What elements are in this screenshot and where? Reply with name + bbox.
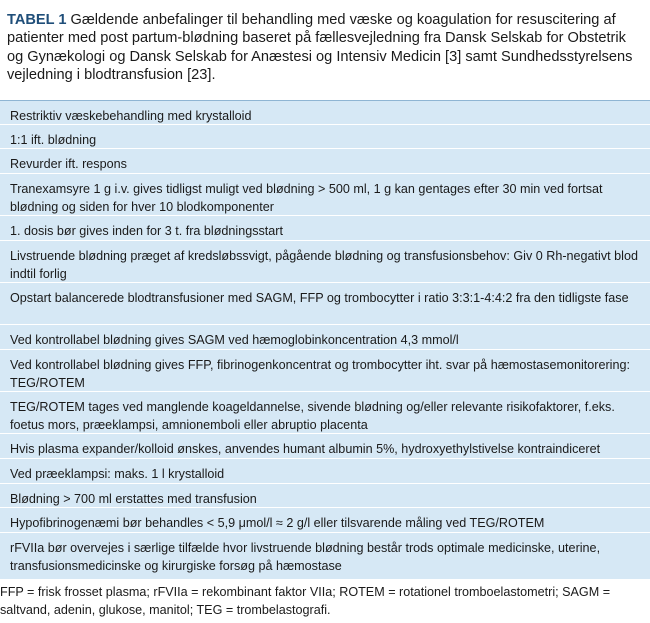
table-row [0,508,650,533]
table-cell: Ved kontrollabel blødning gives SAGM ved hæmoglobinkoncentration 4,3 mmol/l [10,333,459,347]
table-cell: TEG/ROTEM tages ved manglende koageldannelse, sivende blødning og/eller relevante risikofaktorer, f.eks. foetus mors, præeklampsi, amnionemboli eller abruptio placenta [10,400,615,432]
table-cell: rFVIIa bør overvejes i særlige tilfælde hvor livstruende blødning består trods optimale medicinske, uterine, transfusionsmedicinske og kirurgiske forsøg på hæmostase [10,541,601,573]
table-caption [7,11,637,85]
table-cell: Ved kontrollabel blødning gives FFP, fibrinogenkoncentrat og trombocytter iht. svar på hæmostasemonitorering: TEG/ROTEM [10,358,630,390]
table-cell: Hypofibrinogenæmi bør behandles < 5,9 μmol/l ≈ 2 g/l eller tilsvarende måling ved TEG/ROTEM [10,516,545,530]
table-cell: Revurder ift. respons [10,157,127,171]
table-cell: Opstart balancerede blodtransfusioner med SAGM, FFP og trombocytter i ratio 3:3:1-4:4:2 fra den tidligste fase [10,291,629,305]
table-footnote: FFP = frisk frosset plasma; rFVIIa = rekombinant faktor VIIa; ROTEM = rotationel tromboelastometri; SAGM = saltvand, adenin, glukose, manitol; TEG = trombelastografi. [0,585,611,617]
table-row [0,283,650,325]
table-row [0,533,650,579]
table-cell: Hvis plasma expander/kolloid ønskes, anvendes humant albumin 5%, hydroxyethylstivelse kontraindiceret [10,442,601,456]
table-row [0,125,650,149]
table-row [0,392,650,434]
recommendations-table [0,100,650,579]
table-row [0,325,650,350]
table-row [0,434,650,459]
table-row [0,241,650,283]
table-caption-text: Gældende anbefalinger til behandling med væske og koagulation for resuscitering af patienter med post partum-blødning baseret på fællesvejledning fra Dansk Selskab for Obstetrik og Gynækologi og Dansk Selskab for Anæstesi og Intensiv Medicin [3] samt Sundhedsstyrelsens vejledning i blodtransfusion [23]. [7,12,633,84]
table-row [0,216,650,241]
table-row [0,459,650,484]
table-row [0,101,650,125]
table-cell: Restriktiv væskebehandling med krystalloid [10,109,252,123]
table-cell: Blødning > 700 ml erstattes med transfusion [10,492,257,506]
table-row [0,174,650,216]
table-cell: Tranexamsyre 1 g i.v. gives tidligst muligt ved blødning > 500 ml, 1 g kan gentages efter 30 min ved fortsat blødning og siden for hver 10 blodkomponenter [10,182,603,214]
table-cell: Ved præeklampsi: maks. 1 l krystalloid [10,467,225,481]
table-row [0,350,650,392]
table-row [0,484,650,508]
table-cell: 1. dosis bør gives inden for 3 t. fra blødningsstart [10,224,283,238]
table-label: TABEL 1 [7,12,67,28]
table-cell: 1:1 ift. blødning [10,133,97,147]
table-cell: Livstruende blødning præget af kredsløbssvigt, pågående blødning og transfusionsbehov: Giv 0 Rh-negativt blod indtil forlig [10,249,638,281]
table-row [0,149,650,174]
